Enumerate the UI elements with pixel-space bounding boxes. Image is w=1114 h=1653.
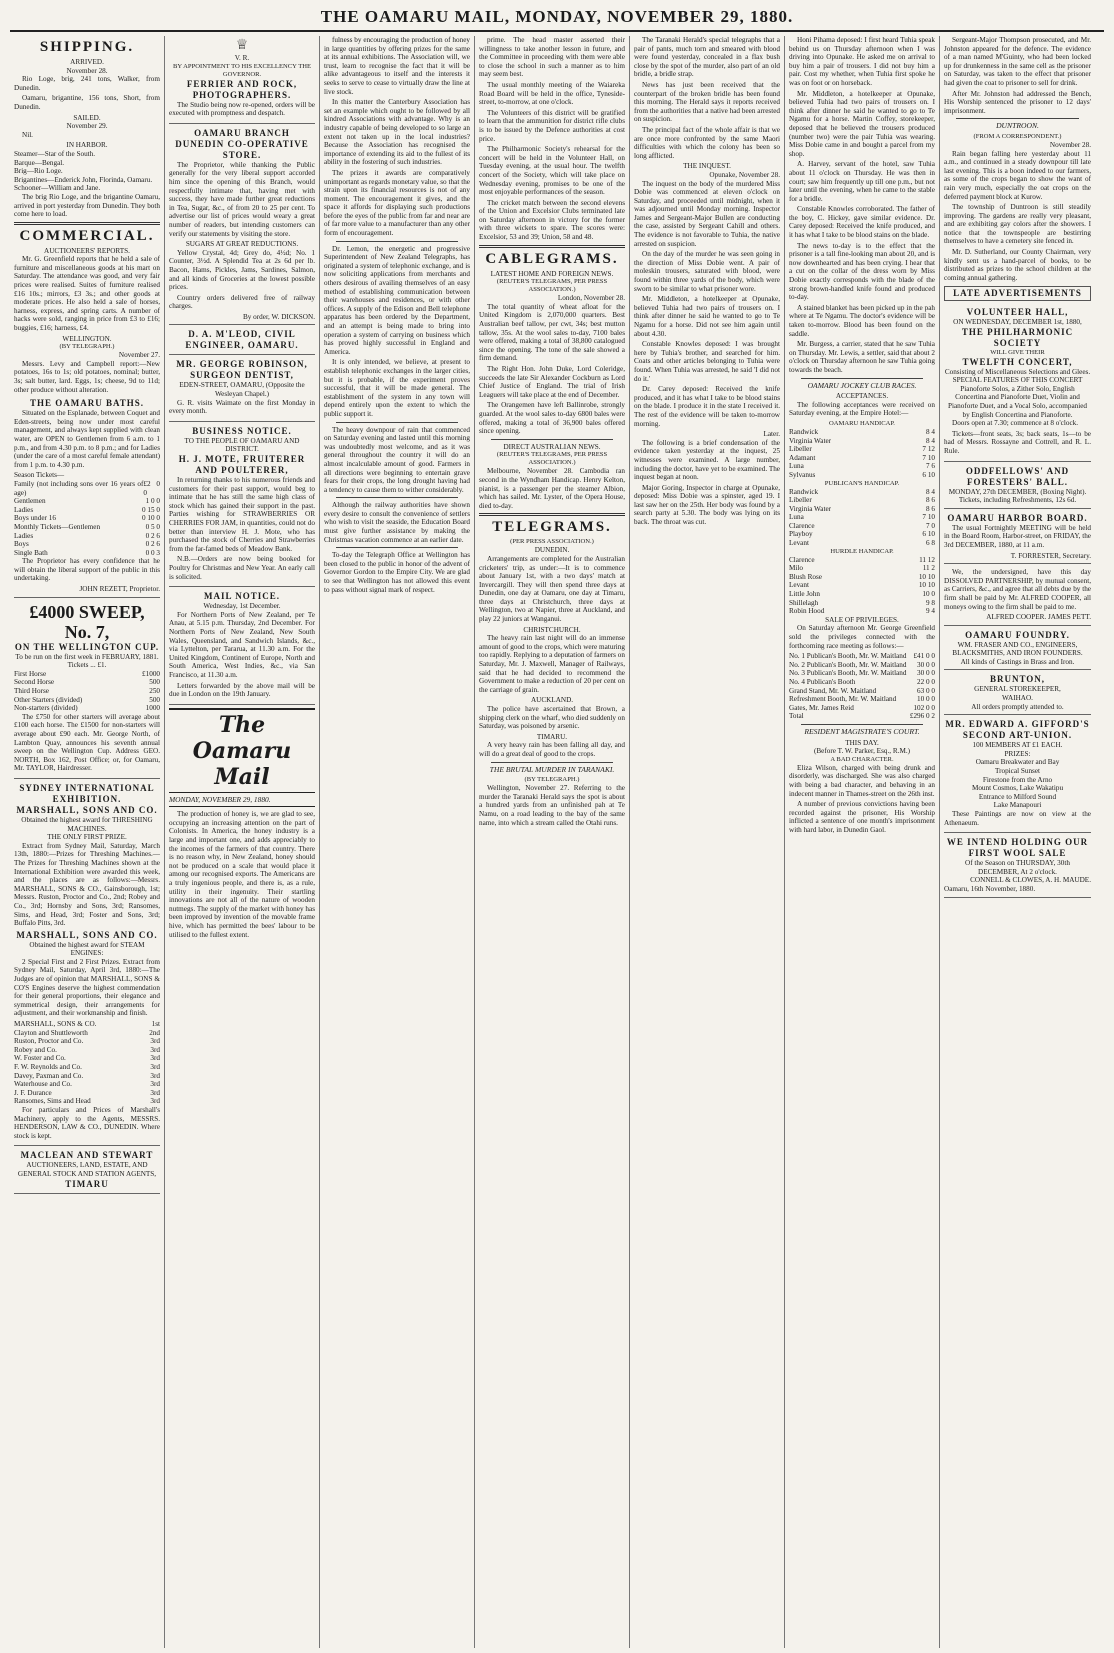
maclean-ad <box>14 1148 160 1193</box>
article-paragraph: fulness by encouraging the production of honey in large quantities by offering prizes for the same at its annual exhibitions. The Association will, we trust, learn to recognise the fact that it will be alike advantageous to itself and the interests it seeks to serve to cease to virtually draw the line at live stock. <box>324 36 470 96</box>
table-row: Family (not including sons over 16 years of age) £2 0 0 <box>14 479 160 497</box>
baths-ad <box>14 396 160 597</box>
article-paragraph: The prizes it awards are comparatively unimportant as regards monetary value, so that the strain upon its financial resources is not of any moment. The encouragement it gives, and the space it affords for displaying such productions before the eyes of the public from far and near are of far more value to a manufacturer than any other form of encouragement. <box>324 168 470 238</box>
list-item: Mount Cosmos, Lake Wakatipu <box>971 784 1064 793</box>
article-paragraph: The heavy downpour of rain that commenced on Saturday evening and lasted until this morning was undoubtedly most welcome, and as it was general throughout the country it will do an almost incalculable amount of good. Farmers in all directions were beginning to entertain grave fears for their crops, the long drought having had a tendency to cause them to wither considerably. <box>324 425 470 494</box>
masthead: THE OAMARU MAIL, MONDAY, NOVEMBER 29, 1880. <box>10 8 1104 32</box>
robinson-title: MR. GEORGE ROBINSON, SURGEON DENTIST, <box>176 359 308 381</box>
table-row: Third Horse 250 <box>14 687 160 696</box>
marshall-text: Extract from Sydney Mail, Saturday, March 13th, 1880:—Prizes for Threshing Machines.—The Prizes for Threshing Machines shown at the International Exhibition were awarded this week, and the places are as follows:—Messrs. MARSHALL, SONS & CO., Gainsborough, 1st; Messrs. Ruston, Proctor and Co., 2nd; Robey and Co., 3rd; Hornsby and Sons, 3rd; Ransomes, Sims, and Head, 3rd; Foster and Sons, 3rd; Buffalo Pitts, 3rd. <box>14 841 160 928</box>
article-paragraph: The Volunteers of this district will be gratified to learn that the ammunition for district rifle clubs is to be issued by the Defence authorities at cost price. <box>479 108 625 143</box>
article-paragraph: Honi Pihama deposed: I first heard Tuhia speak behind us on Thursday afternoon when I was driving into Opunake. He asked me on arrival to buy him a pair of trousers. I did not buy him a pair. Cost my whether, when Tuhia first spoke he was on foot or on horseback. <box>789 36 935 87</box>
vol-concert: TWELFTH CONCERT, <box>962 356 1073 367</box>
later-text-2: Major Goring, Inspector in charge at Opunake, deposed: Miss Dobie was a spinster, aged 19. I last saw her on the 25th. Her body was found by a search party at 5.30. The body was lying on its back. The throat was cut. <box>634 483 780 527</box>
duntroon-sub: (FROM A CORRESPONDENT.) <box>973 132 1062 140</box>
wellington-text: Messrs. Levy and Campbell report:—New potatoes, 16s to 1s; old potatoes, nominal; butter, 3s; salt butter, lard. Eggs, 1s; cheese, 9d to 11d; other produce without alteration. <box>14 359 160 394</box>
table-row: Luna 7 6 <box>789 462 935 471</box>
gifford-prizes: PRIZES: <box>1004 749 1031 758</box>
gifford-list <box>944 758 1091 810</box>
dunedin-text: Arrangements are completed for the Australian cricketers' trip, as under:—It is to commence about January 1st, with a two days' match at Invercargill. They will then spend three days at Dunedin, one day at Oamaru, one day at Timaru, three days at Christchurch, three days at Wellington, two at Napier, three at Auckland, and play 22 juniors at Wanganui. <box>479 554 625 624</box>
table-row: Shillelagh 9 8 <box>789 598 935 607</box>
divider <box>14 222 160 225</box>
coop-text: The Proprietor, while thanking the Public generally for the very liberal support accorded him since the opening of this Branch, would respectfully intimate that, having met with success, they have made further great reductions in Tea, Sugar, &c., of from 20 to 25 per cent. To advertise our list of prices would weary a great number of readers, but intending customers can verify our statements by visiting the store. <box>169 160 315 238</box>
timaru-text: A very heavy rain has been falling all day, and will do a great deal of good to the crops. <box>479 741 625 758</box>
harbour-board-ad <box>944 511 1091 564</box>
marshall-sub: Obtained the highest award for THRESHING MACHINES. <box>21 815 153 833</box>
vol-features: Pianoforte Solos, a Zither Solo, English Concertina and Pianoforte Duet, Violin and Pianoforte Duet, and a Vocal Solo, accompanied by English Concertina and Pianoforte. <box>947 384 1088 419</box>
list-item: Lake Manapouri <box>993 801 1042 810</box>
steam-title: MARSHALL, SONS AND CO. <box>16 929 158 940</box>
mote-ad <box>169 424 315 587</box>
brunton-sub: GENERAL STOREKEEPER, <box>974 685 1061 694</box>
table-row: Randwick 8 4 <box>789 487 935 496</box>
cablegrams-agency: (REUTER'S TELEGRAMS, PER PRESS ASSOCIATION.) <box>496 278 608 294</box>
article-paragraph: A. Harvey, servant of the hotel, saw Tuhia about 11 o'clock on Thursday. He was then in court; saw him frequently up till one p.m., but not later until the evening, when he came to the stable for a bridle. <box>789 160 935 203</box>
table-row: Levant 6 8 <box>789 539 935 548</box>
arrived-label: ARRIVED. <box>70 58 104 66</box>
foundry-title: OAMARU FOUNDRY. <box>965 629 1070 640</box>
column-6 <box>785 36 940 1648</box>
table-row: No. 3 Publican's Booth, Mr. W. Maitland 30 0 0 <box>789 669 935 678</box>
court-before: (Before T. W. Parker, Esq., R.M.) <box>813 747 911 756</box>
dissolved-text: We, the undersigned, have this day DISSOLVED PARTNERSHIP, by mutual consent, as Carriers, &c., and agree that all debts due by the firm shall be paid by Mr. ALFRED COOPER, all moneys owing to the firm shall be paid to me. <box>944 568 1091 611</box>
table-row: Libeller 7 12 <box>789 445 935 454</box>
marshall-ad <box>14 781 160 1146</box>
table-row: W. Foster and Co. 3rd <box>14 1054 160 1063</box>
wool-sign: CONNELL & CLOWES, A. H. MAUDE. <box>970 876 1091 885</box>
divider <box>336 241 458 242</box>
ferrier-text: The Studio being now re-opened, orders will be executed with promptness and despatch. <box>169 100 315 118</box>
table-row: Playboy 6 10 <box>789 530 935 539</box>
table-row: Gates, Mr. James Reid 102 0 0 <box>789 703 935 712</box>
tickets-label: Season Tickets— <box>14 471 65 480</box>
ferrier-crest: V. R. <box>234 54 250 62</box>
arrived-text-2: Oamaru, brigantine, 156 tons, Short, from Dunedin. <box>14 94 160 111</box>
marshall-only: THE ONLY FIRST PRIZE. <box>47 833 127 842</box>
jockey-heading: OAMARU JOCKEY CLUB RACES. <box>807 380 917 390</box>
steam-sub: Obtained the highest award for STEAM ENGINES: <box>29 940 145 958</box>
foresters-ad <box>944 464 1091 509</box>
divider <box>336 547 458 548</box>
inquest-text: The inquest on the body of the murdered Miss Dobie was commenced at eleven o'clock on Saturday, and proceeded until midnight, when it was adjourned until Monday morning. Inspector James and Sergeant-Major Bullen are conducting the case, assisted by Sergeant Cahill and others. The evidence is not favorable to Tuhia, the native arrested on suspicion. <box>634 179 780 248</box>
table-row: Non-starters (divided) 1000 <box>14 704 160 713</box>
wellington-date: November 27. <box>118 351 160 360</box>
mleod-title: D. A. M'LEOD, CIVIL ENGINEER, OAMARU. <box>185 329 299 351</box>
vol-consisting: Consisting of Miscellaneous Selections and Glees. <box>944 367 1091 376</box>
divider <box>336 422 458 423</box>
table-row: Refreshment Booth, Mr. W. Maitland 10 0 0 <box>789 695 935 704</box>
article-paragraph: Constable Knowles corroborated. The father of the boy, C. Hickey, gave similar evidence. Dr. Carey deposed: Received the knife produced, and it has what I take to be blood stains on the blade. <box>789 205 935 240</box>
vol-doors: Doors open at 7.30; commence at 8 o'clock. <box>952 419 1079 428</box>
inquest-text-2: On the day of the murder he was seen going in the direction of Miss Dobie went. A pair of moleskin trousers, saturated with blood, were found within three yards of the body, which were sworn to be similar to what prisoner wore. <box>634 250 780 293</box>
volunteer-hall-ad <box>944 305 1091 462</box>
table-row: Randwick 8 4 <box>789 427 935 436</box>
table-row: J. F. Durance 3rd <box>14 1088 160 1097</box>
table-row: No. 1 Publican's Booth, Mr. W. Maitland £41 0 0 <box>789 652 935 661</box>
business-sub: TO THE PEOPLE OF OAMARU AND DISTRICT. <box>184 436 300 454</box>
marshall-title: MARSHALL, SONS AND CO. <box>16 804 158 815</box>
table-row: No. 2 Publican's Booth, Mr. W. Maitland 30 0 0 <box>789 660 935 669</box>
article-paragraph: In this matter the Canterbury Association has set an example which ought to be followed by all kindred Associations with advantage. Why is an industry capable of being developed to so large an extent not taken up in the local industries? Because the Association has recognised the importance of extending its aid to the fullest of its ability in the fostering of such industries. <box>324 98 470 167</box>
article-paragraph: Although the railway authorities have shown every desire to consult the convenience of settlers who wish to visit the seaside, the Education Board must give further assistance by making the Christmas vacation commence at an earlier date. <box>324 501 470 544</box>
ferrier-appointment: BY APPOINTMENT TO HIS EXCELLENCY THE GOVERNOR. <box>172 62 312 78</box>
vol-special: SPECIAL FEATURES OF THIS CONCERT <box>952 376 1083 385</box>
direct-agency: (REUTER'S TELEGRAMS, PER PRESS ASSOCIATION.) <box>496 451 608 467</box>
table-row: Clarence 7 0 <box>789 521 935 530</box>
shipping-heading: SHIPPING. <box>39 39 135 55</box>
brunton-ad <box>944 672 1091 715</box>
article-paragraph: prime. The head master asserted their willingness to take another lesson in future, and the Committee in proceeding with them were able to close the school in such a manner as to him may seem best. <box>479 36 625 79</box>
article-paragraph: A stained blanket has been picked up in the pah where at Te Ngamu. The doctor's evidence will be taken to-morrow. Blood has been found on the saddle. <box>789 303 935 338</box>
list-item: Schooner—William and Jane. <box>14 184 101 193</box>
article-paragraph: After Mr. Johnston had addressed the Bench, His Worship sentenced the prisoner to 12 days' imprisonment. <box>944 89 1091 115</box>
table-row: F. W. Reynolds and Co. 3rd <box>14 1063 160 1071</box>
maclean-title: MACLEAN AND STEWART <box>20 1150 154 1161</box>
article-paragraph: News has just been received that the counterpart of the broken bridle has been found this morning. The Herald says it reports received from the authorities that a native had been arrested on suspicion. <box>634 80 780 124</box>
sailed-date: November 29. <box>66 122 108 131</box>
table-row: Clarence 11 12 <box>789 555 935 564</box>
table-row: Other Starters (divided) 500 <box>14 695 160 704</box>
auction-text: Mr. G. Greenfield reports that he held a sale of furniture and miscellaneous goods at his mart on Saturday. The attendance was good, and very fair prices were realised. Suites of furniture realised £16 10s.; mirrors, £3 3s.; and other goods at moderate prices. He also held a sale of horses, harness, express, and spring carts. A number of hacks were sold, ranging in price from £3 to £16; buggies, £16; harness, £4. <box>14 255 160 333</box>
divider <box>336 497 458 498</box>
vol-tickets: Tickets—front seats, 3s; back seats, 1s—to be had of Messrs. Rossayne and Cottrell, and R. L. Rule. <box>944 429 1091 455</box>
inquest-text-5: Dr. Carey deposed: Received the knife produced, and it has what I take to be blood stains on the blade. I produce it in the state I received it. The rest of the evidence will be taken to-morrow morning. <box>634 385 780 428</box>
duntroon-text-3: Mr. D. Sutherland, our County Chairman, very kindly sent us a hand-parcel of books, to be distributed as prizes to the school children at the coming annual gathering. <box>944 248 1091 282</box>
mleod-ad <box>169 327 315 355</box>
table-row: Robey and Co. 3rd <box>14 1045 160 1054</box>
baths-text: Situated on the Esplanade, between Coquet and Eden-streets, being now under most careful management, and always kept supplied with clean water, are OPEN to Gentlemen from 6 a.m. to 1 p.m., and from 4.30 p.m. to 8 p.m.; and for Ladies (under the care of a most careful female attendant) from 1 p.m. to 4.30 p.m. <box>14 409 160 469</box>
mail-notice <box>169 589 315 705</box>
wool-title: WE INTEND HOLDING OUR FIRST WOOL SALE <box>946 837 1089 859</box>
telegrams-agency: (PER PRESS ASSOCIATION.) <box>510 538 594 546</box>
divider <box>491 762 613 763</box>
coop-ad <box>169 126 315 326</box>
table-row: Second Horse 500 <box>14 678 160 687</box>
divider <box>479 513 625 516</box>
article-paragraph: The Philharmonic Society's rehearsal for the concert will be held in the Volunteer Hall, on Tuesday evening, at the usual hour. The twelfth concert of the Society, which will take place on Wednesday evening, promises to be one of the most enjoyable performances of the season. <box>479 145 625 197</box>
sweep-sub: ON THE WELLINGTON CUP. <box>14 641 160 652</box>
privileges-total: Total £296 0 2 <box>789 712 935 721</box>
newspaper-nameplate: The Oamaru Mail <box>169 708 315 793</box>
article-paragraph: To-day the Telegraph Office at Wellington has been closed to the public in honor of the advent of Governor Gordon to the Empire City. We are glad to see that Wellington has not allowed this event to pass without signal mark of respect. <box>324 551 470 594</box>
harbour-label: IN HARBOR. <box>66 141 108 150</box>
table-row: Single Bath 0 0 3 <box>14 548 160 557</box>
wellington-sub: (BY TELEGRAPH.) <box>59 343 115 351</box>
foundry-sub: WM. FRASER AND CO., ENGINEERS, BLACKSMITHS, AND IRON FOUNDERS. <box>952 640 1083 658</box>
list-item: Tropical Sunset <box>994 767 1041 776</box>
telegrams-heading: TELEGRAMS. <box>492 519 612 536</box>
harbour-board-sign: T. FORRESTER, Secretary. <box>1010 551 1091 560</box>
mote-title: H. J. MOTE, FRUITERER AND POULTERER, <box>178 454 306 476</box>
oamaru-handicap: OAMARU HANDICAP. <box>829 419 895 427</box>
foresters-tickets: Tickets, including Refreshments, 12s 6d. <box>958 496 1077 505</box>
coop-title: OAMARU BRANCH DUNEDIN CO-OPERATIVE STORE. <box>175 127 309 160</box>
list-item: Brig—Rio Loge. <box>14 167 63 176</box>
ferrier-title: FERRIER AND ROCK, PHOTOGRAPHERS. <box>186 78 298 100</box>
mail-text: For Northern Ports of New Zealand, per Te Anau, at 5.15 p.m. Thursday, 2nd December. For Northern Ports of New Zealand, New South Wales, Queensland, and Sandwich Islands, &c., via Lyttelton, per Tararua, at 11.30 a.m. For the United Kingdom, Continent of Europe, North and South America, West Indies, &c., via San Francisco, at 11.30 a.m. <box>169 610 315 679</box>
inquest-date: Opunake, November 28. <box>709 170 780 179</box>
article-paragraph: Mr. Burgess, a carrier, stated that he saw Tuhia on Thursday. Mr. Lewis, a settler, said that about 2 o'clock on Thursday afternoon he saw Tuhia going towards the beach. <box>789 340 935 374</box>
brunton-title: BRUNTON, <box>989 674 1046 685</box>
table-row: Virginia Water 8 6 <box>789 504 935 513</box>
table-row: Ruston, Proctor and Co. 3rd <box>14 1037 160 1046</box>
table-row: Ladies 0 2 6 <box>14 531 160 540</box>
article-paragraph: The cricket match between the second elevens of the Union and Excelsior Clubs terminated late on Saturday afternoon in victory for the former with three wickets to spare. The scores were: Excelsior, 53 and 39; Union, 58 and 48. <box>479 198 625 242</box>
column-7 <box>940 36 1095 1648</box>
later-text: The following is a brief condensation of the evidence taken yesterday at the inquest, 25 witnesses were examined. A large number, including the doctor, have yet to be examined. The inquest began at noon. <box>634 438 780 482</box>
coop-sign: By order, W. DICKSON. <box>243 312 315 321</box>
article-paragraph: The Taranaki Herald's special telegraphs that a pair of pants, much torn and smeared with blood were found yesterday, concealed in a flax bush close by the spot of the murder, also part of an old bridle, a bridle strap. <box>634 36 780 79</box>
direct-heading: DIRECT AUSTRALIAN NEWS. <box>503 442 601 451</box>
dunedin-heading: DUNEDIN. <box>534 546 570 555</box>
duntroon-date: November 28. <box>1049 140 1091 149</box>
divider <box>491 439 613 440</box>
gifford-title: MR. EDWARD A. GIFFORD'S SECOND ART-UNION. <box>945 719 1090 741</box>
mote-note: N.B.—Orders are now being booked for Poultry for Christmas and New Year. An early call is solicited. <box>169 555 315 581</box>
gifford-members: 100 MEMBERS AT £1 EACH. <box>972 741 1063 750</box>
article-paragraph: The principal fact of the whole affair is that we are once more confronted by the same Maori difficulties with which the colony has been so long afflicted. <box>634 125 780 160</box>
exhibition-title: SYDNEY INTERNATIONAL EXHIBITION. <box>19 782 155 804</box>
auctioneers-heading: AUCTIONEERS' REPORTS. <box>44 246 130 255</box>
inquest-text-4: Constable Knowles deposed: I was brought here by Tuhia's brother, and searched for him. Coats and other articles belonging to Tuhia were found. When Tuhia was arrested, he said 'I did not do it.' <box>634 340 780 383</box>
editorial-text: The production of honey is, we are glad to see, occupying an increasing attention on the part of Colonists. In America, the honey industry is a large and important one, and adds appreciably to the incomes of the farmers of that country. There is no reason why, in New Zealand, honey should not be produced on a scale that would place it among our recognised exports. The Americans are a truly ingenious people, and there is, as a rule, utility in their ingenuity. Their startling innovations are not all of the nature of wooden nutmegs. The supply of the market with honey has been improved by invention of the movable frame hive, which has permitted the bees' labour to be utilised to the fullest extent. <box>169 810 315 939</box>
cablegrams-text-3: The Orangemen have left Ballinrobe, strongly guarded. At the wool sales to-day 6800 bales were offered, making a total of 36,900 bales offered since opening. <box>479 401 625 436</box>
table-row: First Horse £1000 <box>14 669 160 678</box>
direct-text: Melbourne, November 28. Cambodia ran second in the Wyndham Handicap. Henry Kelton, pianist, is a passenger per the steamer Albion, which has sailed. Mr. Lyster, of the Opera House, died to-day. <box>479 467 625 510</box>
foundry-ad <box>944 628 1091 671</box>
table-row: Waterhouse and Co. 3rd <box>14 1080 160 1089</box>
column-1 <box>10 36 165 1648</box>
wool-date: Oamaru, 16th November, 1880. <box>944 884 1036 893</box>
court-text-2: A number of previous convictions having been recorded against the prisoner, His Worship inflicted a sentence of one month's imprisonment with hard labor, in Dunedin Gaol. <box>789 800 935 834</box>
timaru-heading: TIMARU. <box>536 732 568 741</box>
gifford-text: These Paintings are now on view at the Athenaeum. <box>944 810 1091 827</box>
table-row: Ladies 0 15 0 <box>14 505 160 514</box>
wool-text: Of the Season on THURSDAY, 30th DECEMBER, At 2 o'clock. <box>965 859 1070 876</box>
privileges-heading: SALE OF PRIVILEGES. <box>825 615 899 624</box>
cablegrams-heading: CABLEGRAMS. <box>485 250 619 267</box>
table-row: Davey, Paxman and Co. 3rd <box>14 1071 160 1080</box>
wool-sale-ad <box>944 835 1091 897</box>
table-row: Robin Hood 9 4 <box>789 607 935 616</box>
table-row: Luna 7 10 <box>789 513 935 522</box>
article-paragraph: The usual monthly meeting of the Waiareka Road Board will be held in the office, Tyneside-street, to-morrow, at one o'clock. <box>479 80 625 107</box>
list-item: Oamaru Breakwater and Bay <box>975 758 1060 767</box>
list-item: Steamer—Star of the South. <box>14 149 96 158</box>
column-3 <box>320 36 475 1648</box>
steam-text: 2 Special First and 2 First Prizes. Extract from Sydney Mail, Saturday, April 3rd, 1880:—The Judges are of opinion that MARSHALL, SONS & CO'S Engines deserve the highest commendation for their general proportions, their elegance and symmetrical design, their arrangements for adjustment, and their workmanship and finish. <box>14 957 160 1018</box>
baths-sign: JOHN REZETT, Proprietor. <box>79 585 160 594</box>
court-text: Eliza Wilson, charged with being drunk and disorderly, was discharged. She was also charged with being a bad character, and behaving in an indecent manner in Thames-street on the 26th inst. <box>789 763 935 798</box>
mail-title: MAIL NOTICE. <box>203 591 280 602</box>
sweep-title: £4000 SWEEP, No. 7, <box>29 601 145 642</box>
royal-crest-icon: ♕ <box>235 38 249 53</box>
vol-will: WILL GIVE THEIR <box>990 348 1045 356</box>
table-row: Gentlemen 1 0 0 <box>14 497 160 506</box>
murder-sub: (BY TELEGRAPH.) <box>524 776 580 784</box>
baths-title: THE OAMARU BATHS. <box>29 398 145 409</box>
mail-date: Wednesday, 1st December. <box>203 602 281 611</box>
duntroon-text-2: The township of Duntroon is still steadily improving. The gardens are really very pleasant, and are exhibiting gay colors after the showers. I notice that the townspeople are bestirring themselves to have a cemetery site fenced in. <box>944 203 1091 246</box>
harbour-board-text: The usual Fortnightly MEETING will be held in the Board Room, Harbor-street, on FRIDAY, the 3rd DECEMBER, 1880, at 11 a.m. <box>944 523 1091 549</box>
ferrier-ad <box>169 36 315 124</box>
christchurch-text: The heavy rain last night will do an immense amount of good to the crops, which were maturing too rapidly. Replying to a deputation of farmers on Saturday, Mr. J. Maxwell, Manager of Railways, said that he had decided to recommend the Government to make a reduction of 20 per cent on the carriage of grain. <box>479 634 625 694</box>
harbour-list <box>14 150 160 193</box>
murder-heading: THE BRUTAL MURDER IN TARANAKI. <box>489 764 615 774</box>
murder-text: Wellington, November 27. Referring to the murder the Taranaki Herald says the spot is about a hundred yards from an unfinished pah at Te Namu, on a road leading to the bay of the same name, into which a stream called the Otahi runs. <box>479 784 625 827</box>
publicans-handicap: PUBLICAN'S HANDICAP. <box>824 479 900 487</box>
table-row: Levant 10 10 <box>789 581 935 590</box>
business-title: BUSINESS NOTICE. <box>192 425 292 436</box>
court-day: THIS DAY. <box>845 738 879 747</box>
mote-text: In returning thanks to his numerous friends and customers for their past support, would beg to intimate that he has still the same high class of stock which has gained their support in the past. Parties wishing for STRAWBERRIES OR CHERRIES FOR JAM, in quantities, could not do better than interview H. J. Mote, who has purchased the stock of Cherries and Strawberries from the far-famed beds of Meadow Bank. <box>169 476 315 553</box>
duntroon-heading: DUNTROON. <box>996 121 1039 131</box>
acceptances-heading: ACCEPTANCES. <box>835 392 889 401</box>
sweep-tickets: Tickets ... £1. <box>67 661 107 670</box>
robinson-text: G. R. visits Waimate on the first Monday in every month. <box>169 398 315 416</box>
cablegrams-text: The total quantity of wheat afloat for the United Kingdom is 2,070,000 quarters. Best Australian beef tallow, per cwt, 34s; best mutton tallow, 35s. At the wool sales to-day, 7100 bales were offered, making a total of 38,800 catalogued since the opening. The tone of the sale showed a firm demand. <box>479 302 625 363</box>
late-advertisements-heading: LATE ADVERTISEMENTS <box>944 286 1091 301</box>
article-paragraph: Dr. Lemon, the energetic and progressive Superintendent of New Zealand Telegraphs, has originated a system of telephonic exchange, and is now soliciting applications from merchants and others desirous of availing themselves of an easy method of establishing communication between their warehouses and residences, or with other offices. A supply of the Edison and Bell telephone apparatus has been ordered by the Department, and an attempt is being made to bring into operation a system of carrying on business which has proved highly successful in England and America. <box>324 244 470 356</box>
later-heading: Later. <box>763 430 780 439</box>
table-row: No. 4 Publican's Booth 22 0 0 <box>789 677 935 686</box>
column-5 <box>630 36 785 1648</box>
sugars-title: SUGARS AT GREAT REDUCTIONS. <box>185 240 299 249</box>
cablegrams-text-2: The Right Hon. John Duke, Lord Coleridge, succeeds the late Sir Alexander Cockburn as Lord Chief Justice of England. The trial of Irish Leaguers will take place at the end of December. <box>479 365 625 399</box>
brunton-text: All orders promptly attended to. <box>971 702 1064 711</box>
acceptances-text: The following acceptances were received on Saturday evening, at the Empire Hotel:— <box>789 400 935 418</box>
cablegrams-date: London, November 28. <box>557 294 625 303</box>
table-row: Libeller 8 6 <box>789 496 935 505</box>
sugars-text: Yellow Crystal, 4d; Grey do, 4½d; No. 1 Counter, 3½d. A Splendid Tea at 2s 6d per lb. Bacon, Hams, Pickles, Jams, Sardines, Salmon, and all kinds of Groceries at the lowest possible prices. <box>169 248 315 292</box>
article-paragraph: Mr. Middleton, a hotelkeeper at Opunake, believed Tuhia had two pairs of trousers on. I think after dinner he said he wanted to go to Te Ngamu for a horse. Martin Coffey, storekeeper, deposed that he believed the trousers produced (number two) were the pair Tuhia was wearing. Miss Dobie came in and bought a parcel from my shop. <box>789 89 935 158</box>
list-item: Barque—Bengal. <box>14 158 65 167</box>
vol-title: VOLUNTEER HALL, <box>966 307 1069 318</box>
table-row: Sylvanus 6 10 <box>789 470 935 479</box>
christchurch-heading: CHRISTCHURCH. <box>523 625 581 634</box>
harbour-board-title: OAMARU HARBOR BOARD. <box>947 512 1088 523</box>
mail-footer: Letters forwarded by the above mail will be due in London on the 19th January. <box>169 681 315 699</box>
commercial-heading: COMMERCIAL. <box>19 227 155 244</box>
column-2 <box>165 36 320 1648</box>
arrived-text: Rio Loge, brig, 241 tons, Walker, from Dunedin. <box>14 75 160 92</box>
gifford-ad <box>944 717 1091 833</box>
robinson-ad <box>169 357 315 421</box>
table-row: Ransomes, Sims and Head 3rd <box>14 1097 160 1106</box>
sweep-text: The £750 for other starters will average about £100 each horse. The £1500 for non-starters will average about £90 each. Mr. George North, of Lambton Quay, announces his seventh annual sweep on the Wellington Cup. Address GEO. NORTH, Box 162, Post Office; or, for Oamaru, Mr. TAYLOR, Hairdresser. <box>14 712 160 773</box>
column-4 <box>475 36 630 1648</box>
baths-footer: The Proprietor has every confidence that he will obtain the liberal support of the public in this undertaking. <box>14 557 160 583</box>
list-item: Firestone from the Arno <box>982 775 1053 784</box>
sweep-date: To be run on the first week in FEBRUARY, 1881. <box>15 652 159 661</box>
table-row: Boys under 16 0 10 0 <box>14 514 160 523</box>
foresters-title: ODDFELLOWS' AND FORESTERS' BALL. <box>965 465 1070 487</box>
sailed-text: Nil. <box>22 130 33 139</box>
table-row: Adamant 7 10 <box>789 453 935 462</box>
divider <box>801 724 923 725</box>
inquest-heading: THE INQUEST. <box>683 162 731 171</box>
columns <box>10 36 1104 1648</box>
dissolved-ad <box>944 566 1091 626</box>
table-row: Milo 11 2 <box>789 564 935 573</box>
inquest-text-3: Mr. Middleton, a hotelkeeper at Opunake, believed Tuhia had two pairs of trousers on. I think after dinner he said he wanted to go to Te Ngamu for a horse. Did not see him again until about 4.30. <box>634 295 780 338</box>
table-row: Clayton and Shuttleworth 2nd <box>14 1028 160 1037</box>
article-paragraph: The news to-day is to the effect that the prisoner is a tall fine-looking man about 20, and is now downhearted and has been crying. I hear that a cut on the collar of the dress worn by Miss Dobie exactly corresponds with the blade of the strong brown-handled knife found and produced to-day. <box>789 241 935 302</box>
maclean-sub: AUCTIONEERS, LAND, ESTATE, AND GENERAL STOCK AND STATION AGENTS, <box>17 1161 157 1178</box>
duntroon-text: Rain began falling here yesterday about 11 a.m., and continued in a steady downpour till late last evening. This is a boon indeed to our farmers, as some of the crops began to show the want of rain very much, especially the oat crops on the deferred payment block at Kurow. <box>944 149 1091 201</box>
foundry-text: All kinds of Castings in Brass and Iron. <box>960 657 1075 666</box>
table-row: Virginia Water 8 4 <box>789 436 935 445</box>
table-row: Blush Rose 10 10 <box>789 572 935 581</box>
table-row: Grand Stand, Mr. W. Maitland 63 0 0 <box>789 686 935 695</box>
privileges-text: On Saturday afternoon Mr. George Greenfield sold the privileges connected with the forthcoming race meeting as follows:— <box>789 624 935 650</box>
table-row: Little John 10 0 <box>789 590 935 599</box>
sweep-ad <box>14 600 160 779</box>
editorial-date: MONDAY, NOVEMBER 29, 1880. <box>169 794 271 804</box>
auckland-text: The police have ascertained that Brown, a shipping clerk on the wharf, who died suddenly on Saturday, was poisoned by arsenic. <box>479 705 625 731</box>
maclean-town: TIMARU <box>65 1178 109 1189</box>
list-item: Entrance to Milford Sound <box>978 792 1057 801</box>
vol-society: THE PHILHARMONIC SOCIETY <box>961 326 1074 348</box>
table-row: Monthly Tickets—Gentlemen 0 5 0 <box>14 522 160 531</box>
list-item: Brigantines—Enderick John, Florinda, Oamaru. <box>14 175 153 184</box>
coop-footer: Country orders delivered free of railway charges. <box>169 293 315 311</box>
table-row: Boys 0 2 6 <box>14 540 160 549</box>
dissolved-sign: ALFRED COOPER. JAMES PETT. <box>986 613 1091 622</box>
brunton-town: WAIHAO. <box>1002 694 1033 703</box>
robinson-address: EDEN-STREET, OAMARU, (Opposite the Wesleyan Chapel.) <box>179 381 305 399</box>
agents-text: For particulars and Prices of Marshall's Machinery, apply to the Agents, MESSRS. HENDERSON, LAW & CO., DUNEDIN. Where stock is kept. <box>14 1105 160 1140</box>
table-row: MARSHALL, SONS & CO. 1st <box>14 1020 160 1029</box>
divider <box>479 245 625 248</box>
article-paragraph: It is only intended, we believe, at present to establish telephonic exchanges in the larger cities, but it is probable, if the experiment proves successful, that it will be made general. The establishment of the system in any town will depend entirely upon the extent to which the public support it. <box>324 358 470 418</box>
article-paragraph: Sergeant-Major Thompson prosecuted, and Mr. Johnston appeared for the defence. The evidence of a man named M'Guinty, who had been locked up for drunkenness in the same cell as the prisoner on Saturday, was taken to the effect that prisoner had given the coat to prisoner to sell for drink. <box>944 36 1091 87</box>
court-case: A BAD CHARACTER. <box>830 755 894 763</box>
vol-date: ON WEDNESDAY, DECEMBER 1st, 1880, <box>953 318 1082 327</box>
sailed-label: SAILED. <box>73 113 101 122</box>
editorial-dateline <box>169 796 315 808</box>
arrived-date: November 28. <box>66 66 108 75</box>
harbour-note: The brig Rio Loge, and the brigantine Oamaru, arrived in port yesterday from Dunedin. They both come here to load. <box>14 192 160 219</box>
auckland-heading: AUCKLAND. <box>530 696 574 705</box>
divider <box>801 378 923 379</box>
cablegrams-sub: LATEST HOME AND FOREIGN NEWS. <box>490 269 614 278</box>
divider <box>956 118 1079 119</box>
hurdle-handicap: HURDLE HANDICAP. <box>830 547 894 555</box>
wellington-heading: WELLINGTON. <box>62 334 112 343</box>
court-heading: RESIDENT MAGISTRATE'S COURT. <box>804 726 920 736</box>
foresters-date: MONDAY, 27th DECEMBER, (Boxing Night). <box>948 487 1087 496</box>
